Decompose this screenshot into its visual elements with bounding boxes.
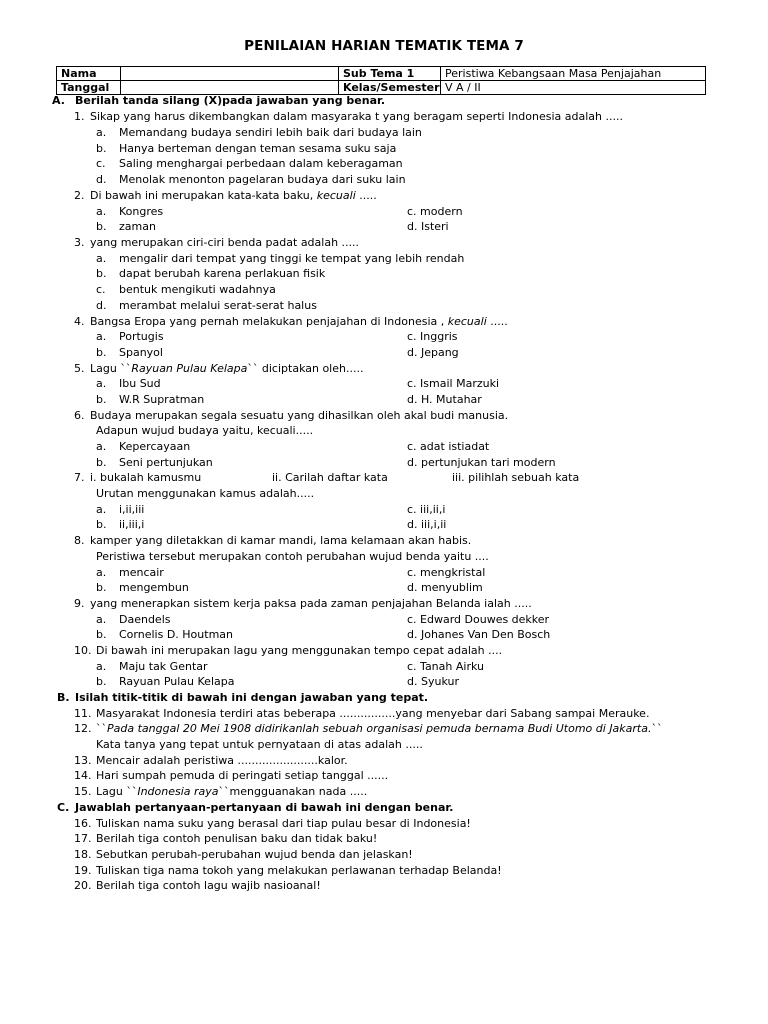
step-1: i. bukalah kamusmu bbox=[90, 471, 202, 484]
question-number: 1. bbox=[74, 110, 85, 123]
step-2: ii. Carilah daftar kata bbox=[272, 471, 388, 484]
question-text: Di bawah ini merupakan kata-kata baku, kecuali ..... bbox=[90, 189, 377, 202]
option-letter: c. bbox=[96, 157, 106, 170]
question-number: 7. bbox=[74, 471, 85, 484]
subtema-label: Sub Tema 1 bbox=[339, 67, 441, 81]
option-letter: a. bbox=[96, 660, 107, 673]
question-text-continued: Adapun wujud budaya yaitu, kecuali..... bbox=[96, 424, 314, 437]
question-text: Sebutkan perubah-perubahan wujud benda dan jelaskan! bbox=[96, 848, 413, 861]
nama-label: Nama bbox=[57, 67, 121, 81]
option-letter: a. bbox=[96, 330, 107, 343]
section-b-instruction: Isilah titik-titik di bawah ini dengan jawaban yang tepat. bbox=[75, 691, 429, 704]
option-letter: b. bbox=[96, 581, 107, 594]
option-b: W.R Supratman bbox=[119, 393, 205, 406]
option-d: d. Jepang bbox=[407, 346, 459, 359]
question-text-continued: Urutan menggunakan kamus adalah..... bbox=[96, 487, 315, 500]
option-b: ii,iii,i bbox=[119, 518, 145, 531]
option-c: c. Tanah Airku bbox=[407, 660, 484, 673]
question-number: 14. bbox=[74, 769, 92, 782]
question-text: Masyarakat Indonesia terdiri atas beberapa ................yang menyebar dari Sabang sampai Merauke. bbox=[96, 707, 650, 720]
option-d: Menolak menonton pagelaran budaya dari suku lain bbox=[119, 173, 406, 186]
option-a: mencair bbox=[119, 566, 164, 579]
option-a: mengalir dari tempat yang tinggi ke tempat yang lebih rendah bbox=[119, 252, 465, 265]
option-c: c. Edward Douwes dekker bbox=[407, 613, 550, 626]
option-b: Hanya berteman dengan teman sesama suku saja bbox=[119, 142, 397, 155]
kelas-value: V A / II bbox=[441, 81, 706, 95]
option-b: mengembun bbox=[119, 581, 189, 594]
option-d: d. H. Mutahar bbox=[407, 393, 482, 406]
option-d: d. pertunjukan tari modern bbox=[407, 456, 556, 469]
option-c: c. Ismail Marzuki bbox=[407, 377, 500, 390]
option-c: c. mengkristal bbox=[407, 566, 486, 579]
option-letter: d. bbox=[96, 173, 107, 186]
question-text-continued: Peristiwa tersebut merupakan contoh perubahan wujud benda yaitu .... bbox=[96, 550, 489, 563]
option-d: d. Syukur bbox=[407, 675, 459, 688]
section-a-instruction: Berilah tanda silang (X)pada jawaban yang benar. bbox=[75, 94, 386, 107]
section-c-letter: C. bbox=[57, 801, 70, 814]
option-letter: a. bbox=[96, 252, 107, 265]
question-text: yang merupakan ciri-ciri benda padat adalah ..... bbox=[90, 236, 360, 249]
question-number: 17. bbox=[74, 832, 92, 845]
question-number: 2. bbox=[74, 189, 85, 202]
tanggal-field[interactable] bbox=[121, 81, 339, 95]
option-letter: b. bbox=[96, 628, 107, 641]
option-letter: a. bbox=[96, 503, 107, 516]
question-number: 3. bbox=[74, 236, 85, 249]
question-number: 16. bbox=[74, 817, 92, 830]
option-a: Ibu Sud bbox=[119, 377, 161, 390]
option-letter: a. bbox=[96, 440, 107, 453]
page-title: PENILAIAN HARIAN TEMATIK TEMA 7 bbox=[244, 38, 524, 54]
question-number: 12. bbox=[74, 722, 92, 735]
option-a: Kepercayaan bbox=[119, 440, 191, 453]
question-number: 8. bbox=[74, 534, 85, 547]
question-text: Tuliskan nama suku yang berasal dari tiap pulau besar di Indonesia! bbox=[96, 817, 471, 830]
option-c: c. Inggris bbox=[407, 330, 458, 343]
question-number: 5. bbox=[74, 362, 85, 375]
question-number: 15. bbox=[74, 785, 92, 798]
option-c: c. adat istiadat bbox=[407, 440, 490, 453]
option-c: Saling menghargai perbedaan dalam keberagaman bbox=[119, 157, 403, 170]
step-3: iii. pilihlah sebuah kata bbox=[452, 471, 580, 484]
option-letter: b. bbox=[96, 456, 107, 469]
question-number: 20. bbox=[74, 879, 92, 892]
option-letter: b. bbox=[96, 267, 107, 280]
option-letter: c. bbox=[96, 283, 106, 296]
option-b: dapat berubah karena perlakuan fisik bbox=[119, 267, 326, 280]
subtema-value: Peristiwa Kebangsaan Masa Penjajahan bbox=[441, 67, 706, 81]
question-text: Budaya merupakan segala sesuatu yang dihasilkan oleh akal budi manusia. bbox=[90, 409, 509, 422]
question-text: ``Pada tanggal 20 Mei 1908 didirikanlah sebuah organisasi pemuda bernama Budi Utomo di Jakarta.`` bbox=[96, 722, 663, 735]
question-text: Hari sumpah pemuda di peringati setiap tanggal ...... bbox=[96, 769, 389, 782]
question-text: Sikap yang harus dikembangkan dalam masyaraka t yang beragam seperti Indonesia adalah ..... bbox=[90, 110, 623, 123]
question-text: Di bawah ini merupakan lagu yang menggunakan tempo cepat adalah .... bbox=[96, 644, 503, 657]
question-number: 9. bbox=[74, 597, 85, 610]
option-b: Rayuan Pulau Kelapa bbox=[119, 675, 235, 688]
question-number: 13. bbox=[74, 754, 92, 767]
section-b-letter: B. bbox=[57, 691, 70, 704]
option-a: Daendels bbox=[119, 613, 171, 626]
question-text: Tuliskan tiga nama tokoh yang melakukan perlawanan terhadap Belanda! bbox=[96, 864, 502, 877]
option-c: c. iii,ii,i bbox=[407, 503, 446, 516]
question-text: Bangsa Eropa yang pernah melakukan penjajahan di Indonesia , kecuali ..... bbox=[90, 315, 508, 328]
question-number: 4. bbox=[74, 315, 85, 328]
option-letter: a. bbox=[96, 566, 107, 579]
option-d: d. Isteri bbox=[407, 220, 449, 233]
question-text: Lagu ``Indonesia raya``mengguanakan nada ..... bbox=[96, 785, 368, 798]
option-a: i,ii,iii bbox=[119, 503, 145, 516]
question-number: 11. bbox=[74, 707, 92, 720]
question-text: kamper yang diletakkan di kamar mandi, lama kelamaan akan habis. bbox=[90, 534, 472, 547]
option-d: d. iii,i,ii bbox=[407, 518, 447, 531]
question-text: Berilah tiga contoh penulisan baku dan tidak baku! bbox=[96, 832, 378, 845]
option-letter: d. bbox=[96, 299, 107, 312]
option-d: d. menyublim bbox=[407, 581, 483, 594]
section-a-letter: A. bbox=[52, 94, 65, 107]
question-text: Lagu ``Rayuan Pulau Kelapa`` diciptakan oleh..... bbox=[90, 362, 364, 375]
question-text: yang menerapkan sistem kerja paksa pada zaman penjajahan Belanda ialah ..... bbox=[90, 597, 532, 610]
option-a: Portugis bbox=[119, 330, 164, 343]
option-letter: b. bbox=[96, 220, 107, 233]
option-letter: b. bbox=[96, 675, 107, 688]
option-b: Cornelis D. Houtman bbox=[119, 628, 233, 641]
question-number: 18. bbox=[74, 848, 92, 861]
option-b: zaman bbox=[119, 220, 156, 233]
option-a: Kongres bbox=[119, 205, 164, 218]
tanggal-label: Tanggal bbox=[57, 81, 121, 95]
option-a: Memandang budaya sendiri lebih baik dari budaya lain bbox=[119, 126, 422, 139]
option-c: c. modern bbox=[407, 205, 463, 218]
option-d: merambat melalui serat-serat halus bbox=[119, 299, 317, 312]
question-number: 10. bbox=[74, 644, 92, 657]
section-c-instruction: Jawablah pertanyaan-pertanyaan di bawah ini dengan benar. bbox=[75, 801, 454, 814]
option-letter: b. bbox=[96, 393, 107, 406]
nama-field[interactable] bbox=[121, 67, 339, 81]
option-letter: b. bbox=[96, 518, 107, 531]
option-b: Seni pertunjukan bbox=[119, 456, 213, 469]
option-letter: a. bbox=[96, 126, 107, 139]
question-text: Mencair adalah peristiwa .......................kalor. bbox=[96, 754, 348, 767]
question-text: Berilah tiga contoh lagu wajib nasioanal! bbox=[96, 879, 321, 892]
option-a: Maju tak Gentar bbox=[119, 660, 208, 673]
option-c: bentuk mengikuti wadahnya bbox=[119, 283, 276, 296]
option-letter: a. bbox=[96, 613, 107, 626]
option-d: d. Johanes Van Den Bosch bbox=[407, 628, 551, 641]
option-letter: b. bbox=[96, 142, 107, 155]
question-number: 6. bbox=[74, 409, 85, 422]
option-letter: b. bbox=[96, 346, 107, 359]
option-letter: a. bbox=[96, 377, 107, 390]
option-b: Spanyol bbox=[119, 346, 163, 359]
question-text-continued: Kata tanya yang tepat untuk pernyataan di atas adalah ..... bbox=[96, 738, 423, 751]
question-number: 19. bbox=[74, 864, 92, 877]
option-letter: a. bbox=[96, 205, 107, 218]
kelas-label: Kelas/Semester bbox=[339, 81, 441, 95]
student-info-table bbox=[56, 66, 706, 95]
